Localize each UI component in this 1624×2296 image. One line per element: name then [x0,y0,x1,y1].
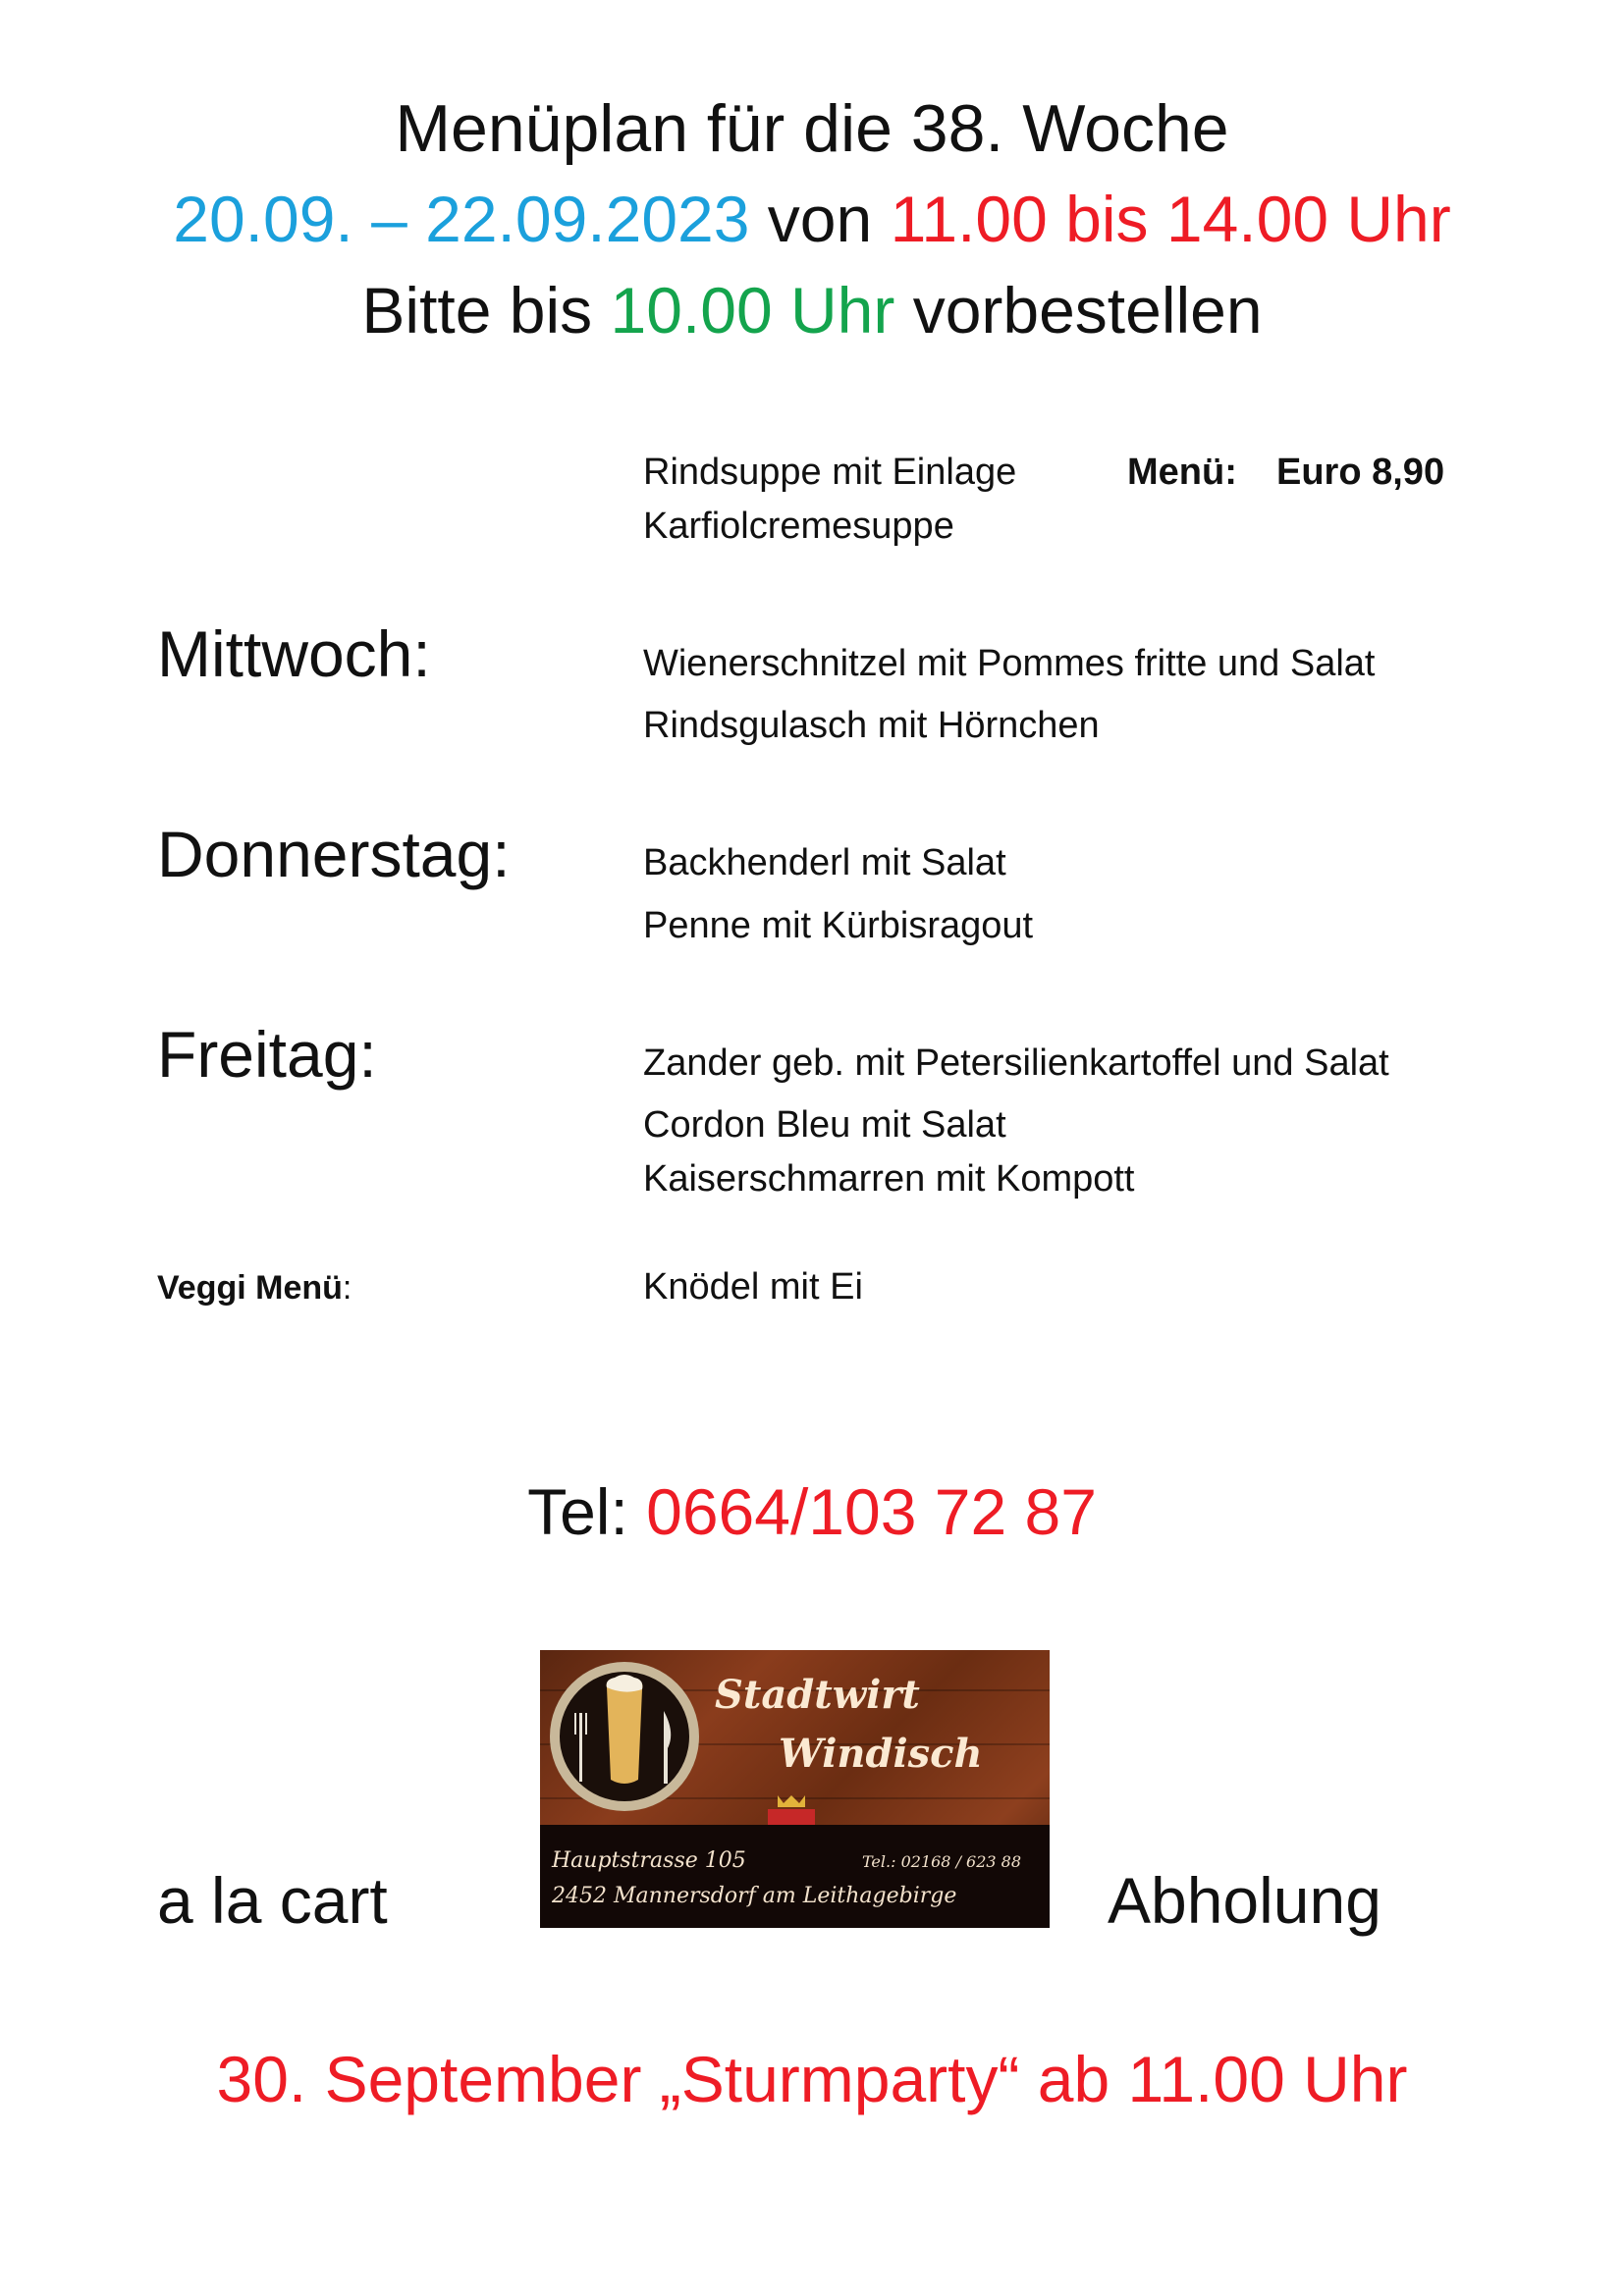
order-prefix: Bitte bis [361,274,611,347]
veggi-dish: Knödel mit Ei [643,1266,863,1308]
day-label-freitag: Freitag: [157,1018,377,1091]
logo-city: 2452 Mannersdorf am Leithagebirge [552,1884,957,1908]
abholung-text: Abholung [1108,1864,1381,1937]
order-deadline-line [0,273,1624,347]
veggi-label [157,1269,352,1308]
menu-label: Menü: [1127,452,1237,493]
restaurant-logo [540,1650,1050,1928]
event-announcement: 30. September „Sturmparty“ ab 11.00 Uhr [216,2043,1408,2115]
dish-item: Kaiserschmarren mit Kompott [643,1158,1135,1200]
a-la-cart-text: a la cart [157,1864,388,1937]
tel-label: Tel: [527,1475,647,1548]
day-label-mittwoch: Mittwoch: [157,617,431,690]
beer-glass-icon [546,1654,703,1827]
dish-item: Backhenderl mit Salat [643,842,1006,883]
logo-street: Hauptstrasse 105 [552,1848,746,1873]
logo-phone: Tel.: 02168 / 623 88 [862,1852,1022,1871]
dish-item: Penne mit Kürbisragout [643,905,1034,946]
date-time-line [0,182,1624,256]
logo-name-line2: Windisch [779,1731,983,1777]
page-title: Menüplan für die 38. Woche [395,91,1229,166]
dish-item: Cordon Bleu mit Salat [643,1104,1006,1146]
logo-name-line1: Stadtwirt [715,1672,920,1718]
soup-item: Rindsuppe mit Einlage [643,452,1017,493]
telephone-line [0,1474,1624,1549]
date-range: 20.09. – 22.09.2023 [173,183,750,255]
von-text: von [749,183,891,255]
dish-item: Rindsgulasch mit Hörnchen [643,705,1100,746]
day-label-donnerstag: Donnerstag: [157,818,511,890]
menu-price: Euro 8,90 [1276,452,1445,493]
tel-number: 0664/103 72 87 [646,1475,1097,1548]
veggi-label-text: Veggi Menü [157,1269,343,1307]
veggi-colon: : [342,1269,352,1307]
dish-item: Wienerschnitzel mit Pommes fritte und Salat [643,643,1376,684]
soup-item: Karfiolcremesuppe [643,506,954,547]
order-suffix: vorbestellen [894,274,1263,347]
order-time: 10.00 Uhr [610,274,895,347]
dish-item: Zander geb. mit Petersilienkartoffel und Salat [643,1042,1389,1084]
opening-hours: 11.00 bis 14.00 Uhr [890,183,1451,255]
